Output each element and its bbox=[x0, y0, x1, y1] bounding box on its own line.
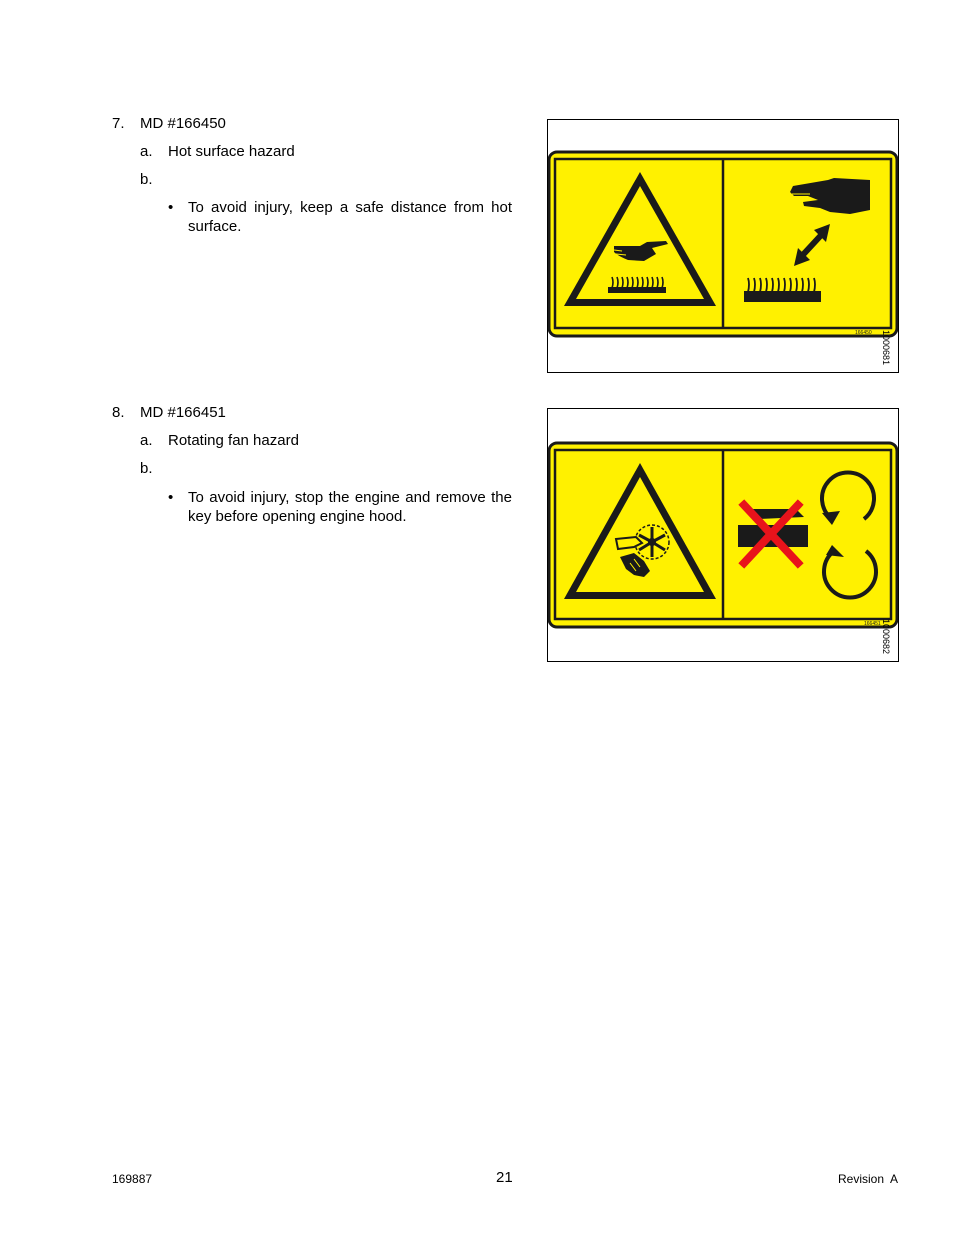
item-number: 8. bbox=[112, 404, 125, 421]
figure-id: 1000682 bbox=[881, 619, 891, 655]
figure-id: 1000681 bbox=[881, 330, 891, 366]
decal-print-number: 166451 bbox=[864, 621, 881, 627]
sub-text-a: Hot surface hazard bbox=[168, 143, 295, 160]
decal-print-number: 166450 bbox=[855, 330, 872, 336]
decal-figure-166451 bbox=[547, 408, 899, 662]
sub-label-a: a. bbox=[140, 432, 153, 449]
footer-revision: Revision A bbox=[838, 1172, 899, 1186]
bullet-symbol: • bbox=[168, 489, 174, 506]
bullet-text: To avoid injury, keep a safe distance from hot surface. bbox=[188, 199, 512, 235]
item-title: MD #166451 bbox=[140, 404, 226, 421]
sub-label-b: b. bbox=[140, 460, 153, 477]
item-title: MD #166450 bbox=[140, 115, 226, 132]
bullet-symbol: • bbox=[168, 199, 174, 216]
rotating-fan-decal bbox=[548, 409, 898, 661]
hot-surface-decal bbox=[548, 120, 898, 372]
item-number: 7. bbox=[112, 115, 125, 132]
sub-label-b: b. bbox=[140, 171, 153, 188]
sub-text-a: Rotating fan hazard bbox=[168, 432, 299, 449]
footer-doc-number: 169887 bbox=[112, 1172, 153, 1186]
decal-figure-166450 bbox=[547, 119, 899, 373]
sub-label-a: a. bbox=[140, 143, 153, 160]
footer-page-number: 21 bbox=[496, 1169, 513, 1186]
bullet-text: To avoid injury, stop the engine and remove the key before opening engine hood. bbox=[188, 489, 512, 525]
